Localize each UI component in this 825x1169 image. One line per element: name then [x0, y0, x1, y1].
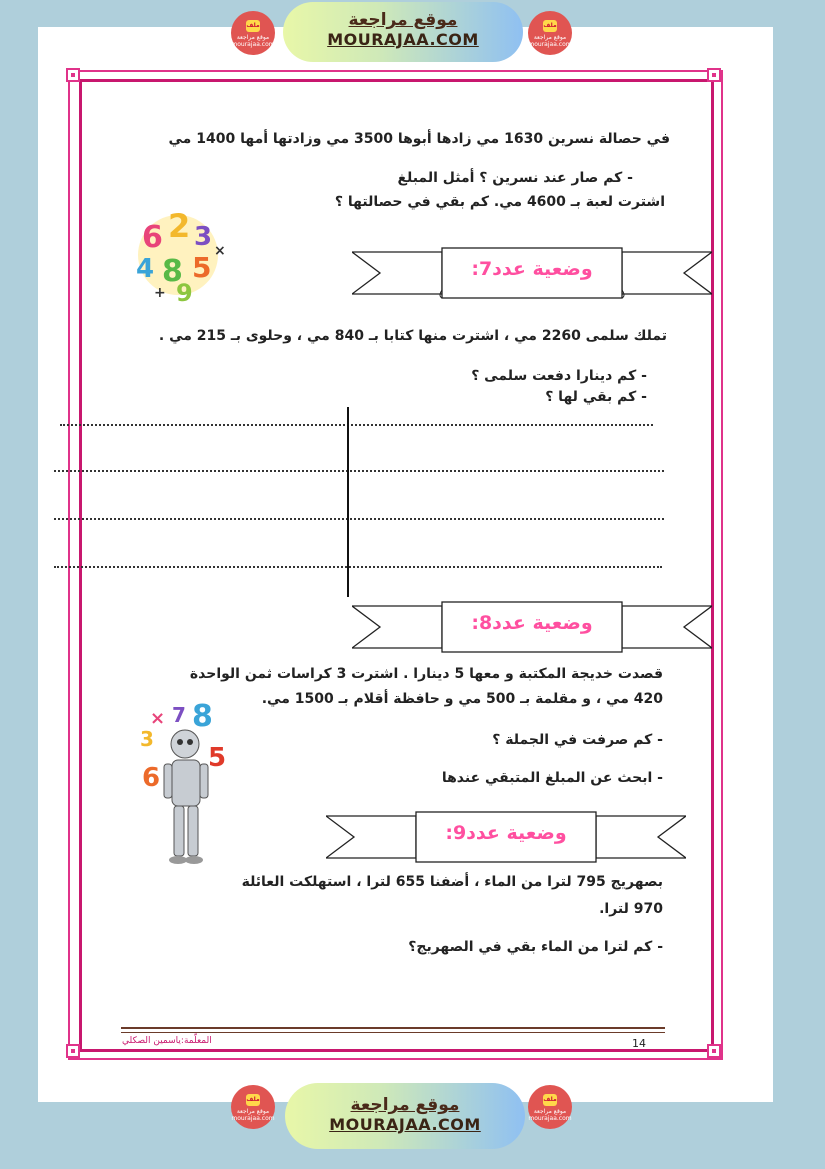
svg-text:8: 8: [192, 699, 213, 734]
svg-text:3: 3: [140, 727, 154, 751]
situation-7-banner: [352, 246, 712, 296]
svg-text:3: 3: [194, 222, 213, 252]
situation-9-text: بصهريج 795 لترا من الماء ، أضفنا 655 لترا ، استهلكت العائلة: [241, 874, 663, 890]
site-logo-right[interactable]: [528, 1085, 572, 1129]
svg-text:4: 4: [136, 254, 155, 284]
logo-text: موقع مراجعة mourajaa.com: [528, 34, 572, 49]
robot-numbers-illustration: [140, 694, 245, 869]
logo-text: موقع مراجعة mourajaa.com: [528, 1108, 572, 1123]
answer-line: [60, 424, 653, 426]
svg-text:6: 6: [142, 763, 161, 793]
situation-8-text: 420 مي ، و مقلمة بـ 500 مي و حافظة أقلام بـ 1500 مي.: [261, 691, 663, 707]
svg-text:5: 5: [192, 251, 212, 284]
exercise-text-line: في حصالة نسرين 1630 مي زادها أبوها 3500 مي وزادتها أمها 1400 مي: [168, 131, 670, 147]
logo-mark: ملف: [543, 20, 557, 32]
page-number: 14: [632, 1037, 646, 1050]
site-name-arabic: موقع مراجعة: [348, 10, 458, 30]
situation-9-question: - كم لترا من الماء بقي في الصهريج؟: [408, 939, 663, 955]
site-name-latin: MOURAJAA.COM: [329, 1115, 481, 1134]
situation-7-title: وضعية عدد7:: [471, 258, 593, 280]
corner-ornament-icon: [66, 68, 80, 82]
situation-8-question: - ابحث عن المبلغ المتبقي عندها: [441, 770, 663, 786]
svg-text:+: +: [154, 285, 166, 301]
answer-line: [54, 566, 662, 568]
site-logo-left[interactable]: [231, 1085, 275, 1129]
situation-8-banner: [352, 600, 712, 650]
logo-text: موقع مراجعة mourajaa.com: [231, 1108, 275, 1123]
svg-text:5: 5: [208, 743, 227, 773]
situation-8-question: - كم صرفت في الجملة ؟: [492, 732, 663, 748]
footer-rule: [121, 1027, 665, 1029]
situation-9-banner: [326, 810, 686, 860]
footer-rule: [121, 1032, 665, 1033]
site-badge-bottom[interactable]: [285, 1083, 525, 1149]
situation-7-question: - كم دينارا دفعت سلمى ؟: [471, 368, 647, 384]
site-logo-left[interactable]: [231, 11, 275, 55]
answer-divider: [347, 407, 349, 597]
logo-text: موقع مراجعة mourajaa.com: [231, 34, 275, 49]
svg-text:7: 7: [172, 703, 186, 727]
exercise-question: - كم صار عند نسرين ؟ أمثل المبلغ: [397, 170, 633, 186]
corner-ornament-icon: [707, 68, 721, 82]
site-badge-top[interactable]: [283, 2, 523, 62]
svg-text:×: ×: [214, 243, 226, 259]
logo-mark: ملف: [246, 1094, 260, 1106]
svg-text:9: 9: [176, 279, 193, 305]
situation-9-title: وضعية عدد9:: [445, 822, 567, 844]
answer-line: [54, 518, 664, 520]
logo-mark: ملف: [246, 20, 260, 32]
site-logo-right[interactable]: [528, 11, 572, 55]
answer-line: [54, 470, 664, 472]
svg-text:6: 6: [142, 220, 163, 255]
logo-mark: ملف: [543, 1094, 557, 1106]
situation-9-text: 970 لترا.: [599, 901, 663, 917]
situation-7-question: - كم بقي لها ؟: [545, 389, 647, 405]
colorful-numbers-illustration: [128, 205, 233, 305]
svg-text:8: 8: [162, 254, 183, 289]
svg-text:×: ×: [150, 708, 166, 729]
situation-7-text: تملك سلمى 2260 مي ، اشترت منها كتابا بـ 840 مي ، وحلوى بـ 215 مي .: [158, 328, 667, 344]
svg-text:2: 2: [168, 207, 191, 245]
exercise-question: اشترت لعبة بـ 4600 مي. كم بقي في حصالتها ؟: [334, 194, 665, 210]
corner-ornament-icon: [66, 1044, 80, 1058]
site-name-arabic: موقع مراجعة: [350, 1095, 460, 1115]
situation-8-title: وضعية عدد8:: [471, 612, 593, 634]
site-name-latin: MOURAJAA.COM: [327, 30, 479, 49]
situation-8-text: قصدت خديجة المكتبة و معها 5 دينارا . اشترت 3 كراسات ثمن الواحدة: [189, 666, 663, 682]
teacher-name: المعلّمة:ياسمين الصكلي: [122, 1036, 212, 1046]
corner-ornament-icon: [707, 1044, 721, 1058]
